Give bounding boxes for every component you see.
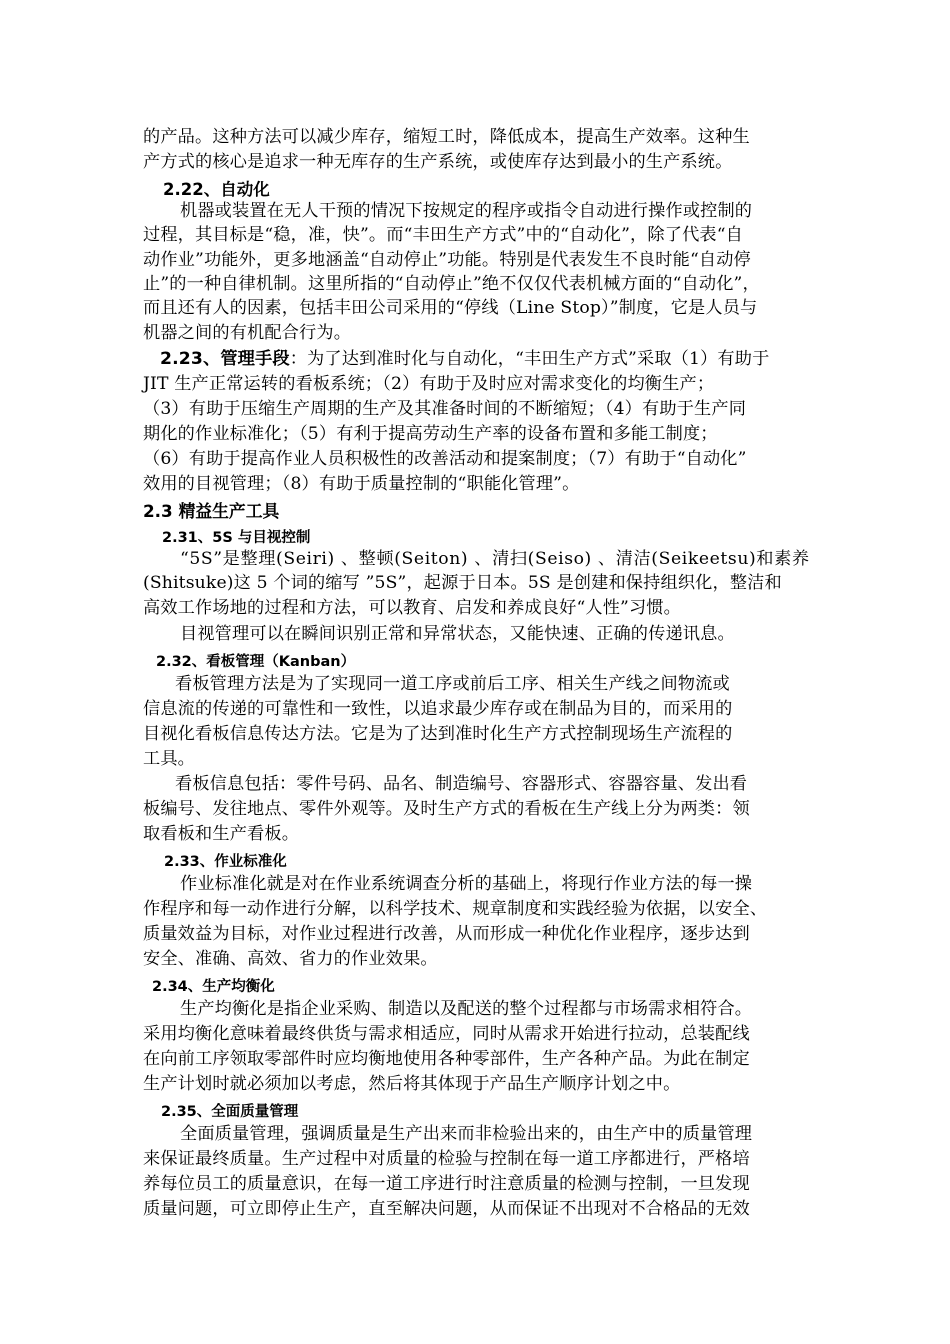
section-heading-2-3: 2.3 精益生产工具 xyxy=(143,501,280,521)
body-text-line: 期化的作业标准化；（5）有利于提高劳动生产率的设备布置和多能工制度； xyxy=(143,424,718,444)
body-text-line: JIT 生产正常运转的看板系统；（2）有助于及时应对需求变化的均衡生产； xyxy=(143,374,715,394)
body-text-line: 采用均衡化意味着最终供货与需求相适应，同时从需求开始进行拉动，总装配线 xyxy=(143,1024,750,1044)
body-text-line: （3）有助于压缩生产周期的生产及其准备时间的不断缩短；（4）有助于生产同 xyxy=(143,399,747,419)
section-heading-2-32: 2.32、看板管理（Kanban） xyxy=(156,654,356,670)
body-text-line: 机器之间的有机配合行为。 xyxy=(143,323,352,343)
body-text-line: （6）有助于提高作业人员积极性的改善活动和提案制度；（7）有助于“自动化” xyxy=(143,449,747,469)
section-heading-2-31: 2.31、5S 与目视控制 xyxy=(162,530,311,546)
body-text-span: ：为了达到准时化与自动化，“丰田生产方式”采取（1）有助于 xyxy=(289,349,770,369)
body-text-line: 全面质量管理，强调质量是生产出来而非检验出来的，由生产中的质量管理 xyxy=(180,1124,753,1144)
section-heading-2-33: 2.33、作业标准化 xyxy=(164,854,287,870)
body-text-line: 看板管理方法是为了实现同一道工序或前后工序、相关生产线之间物流或 xyxy=(175,674,730,694)
body-text-line: (Shitsuke)这 5 个词的缩写 ”5S”，起源于日本。5S 是创建和保持组织化，整洁和 xyxy=(143,573,782,593)
section-heading-2-34: 2.34、生产均衡化 xyxy=(152,979,275,995)
body-text-line: 质量效益为目标，对作业过程进行改善，从而形成一种优化作业程序，逐步达到 xyxy=(143,924,750,944)
body-text-line: 止”的一种自律机制。这里所指的“自动停止”绝不仅仅代表机械方面的“自动化”， xyxy=(143,274,760,294)
body-text-line: 过程，其目标是“稳，准，快”。而“丰田生产方式”中的“自动化”，除了代表“自 xyxy=(143,225,744,245)
body-text-line: 信息流的传递的可靠性和一致性，以追求最少库存或在制品为目的，而采用的 xyxy=(143,699,733,719)
body-text-line: 工具。 xyxy=(143,749,196,769)
body-text-line: 养每位员工的质量意识，在每一道工序进行时注意质量的检测与控制，一旦发现 xyxy=(143,1174,750,1194)
body-text-line: 产方式的核心是追求一种无库存的生产系统，或使库存达到最小的生产系统。 xyxy=(143,152,733,172)
body-text-line: 取看板和生产看板。 xyxy=(143,824,300,844)
body-text-line: 作程序和每一动作进行分解，以科学技术、规章制度和实践经验为依据，以安全、 xyxy=(143,899,768,919)
section-2-23-first-line xyxy=(160,348,769,371)
section-heading-2-22: 2.22、自动化 xyxy=(163,180,270,199)
body-text-line: 高效工作场地的过程和方法，可以教育、启发和养成良好“人性”习惯。 xyxy=(143,598,682,618)
body-text-line: “5S”是整理(Seiri) 、整顿(Seiton) 、清扫(Seiso) 、清洁(Seikeetsu)和素养 xyxy=(180,549,810,569)
body-text-line: 来保证最终质量。生产过程中对质量的检验与控制在每一道工序都进行，严格培 xyxy=(143,1149,750,1169)
body-text-line: 生产计划时就必须加以考虑，然后将其体现于产品生产顺序计划之中。 xyxy=(143,1074,681,1094)
body-text-line: 看板信息包括：零件号码、品名、制造编号、容器形式、容器容量、发出看 xyxy=(175,774,748,794)
body-text-line: 质量问题，可立即停止生产，直至解决问题，从而保证不出现对不合格品的无效 xyxy=(143,1199,750,1219)
body-text-line: 机器或装置在无人干预的情况下按规定的程序或指令自动进行操作或控制的 xyxy=(180,201,753,221)
body-text-line: 板编号、发往地点、零件外观等。及时生产方式的看板在生产线上分为两类：领 xyxy=(143,799,750,819)
section-heading-2-35: 2.35、全面质量管理 xyxy=(161,1104,299,1120)
body-text-line: 的产品。这种方法可以减少库存，缩短工时，降低成本，提高生产效率。这种生 xyxy=(143,127,750,147)
body-text-line: 动作业”功能外，更多地涵盖“自动停止”功能。特别是代表发生不良时能“自动停 xyxy=(143,250,751,270)
body-text-line: 作业标准化就是对在作业系统调查分析的基础上，将现行作业方法的每一操 xyxy=(180,874,753,894)
body-text-line: 安全、准确、高效、省力的作业效果。 xyxy=(143,949,438,969)
body-text-line: 而且还有人的因素，包括丰田公司采用的“停线（Line Stop）”制度，它是人员与 xyxy=(143,298,758,318)
section-heading-2-23: 2.23、管理手段 xyxy=(160,349,290,369)
body-text-line: 在向前工序领取零部件时应均衡地使用各种零部件，生产各种产品。为此在制定 xyxy=(143,1049,750,1069)
body-text-line: 效用的目视管理；（8）有助于质量控制的“职能化管理”。 xyxy=(143,474,580,494)
body-text-line: 目视管理可以在瞬间识别正常和异常状态，又能快速、正确的传递讯息。 xyxy=(180,624,735,644)
body-text-line: 生产均衡化是指企业采购、制造以及配送的整个过程都与市场需求相符合。 xyxy=(180,999,753,1019)
body-text-line: 目视化看板信息传达方法。它是为了达到准时化生产方式控制现场生产流程的 xyxy=(143,724,733,744)
